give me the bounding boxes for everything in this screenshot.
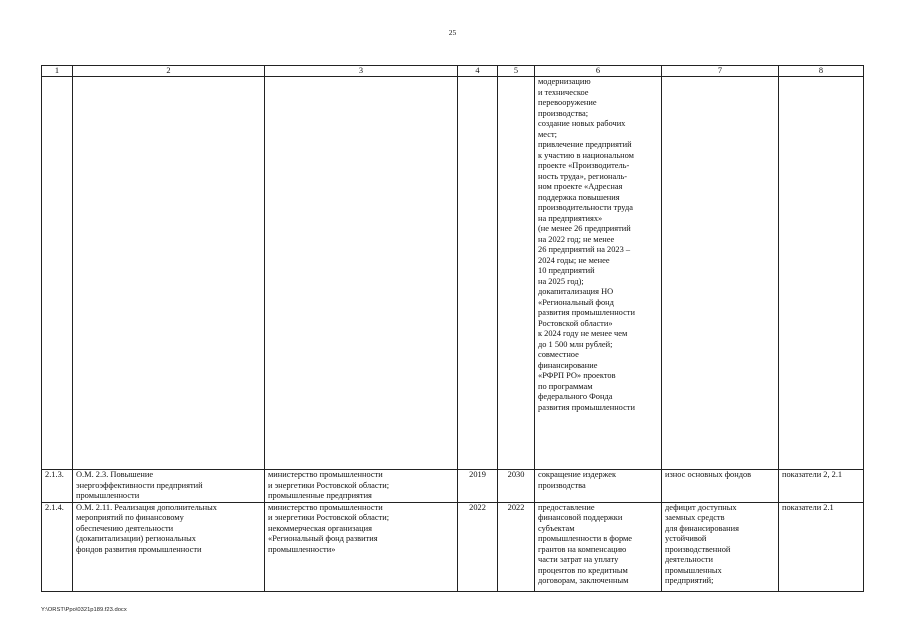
text-line: создание новых рабочих bbox=[538, 119, 626, 128]
measure-name bbox=[73, 502, 265, 591]
text-line: производительности труда bbox=[538, 203, 633, 212]
text-line: субъектам bbox=[538, 523, 575, 533]
text-line: (не менее 26 предприятий bbox=[538, 224, 631, 233]
text-line: устойчивой bbox=[665, 534, 707, 543]
risk bbox=[662, 470, 779, 503]
text-line: на 2022 год; не менее bbox=[538, 234, 615, 244]
executor bbox=[265, 502, 458, 591]
text-line: обеспечению деятельности bbox=[76, 523, 174, 533]
text-line: договорам, заключенным bbox=[538, 576, 629, 585]
header-cell: 4 bbox=[458, 66, 498, 77]
file-path-footer: Y:\ORST\Ppo\0321p189.f23.docx bbox=[41, 607, 127, 613]
text-line: производственной bbox=[665, 544, 731, 554]
text-line: развития промышленности bbox=[538, 308, 635, 317]
text-line: промышленности» bbox=[268, 544, 336, 554]
text-line: части затрат на уплату bbox=[538, 555, 619, 564]
text-line: «Региональный фонд bbox=[538, 297, 614, 307]
continuation-result-cell bbox=[535, 77, 662, 470]
text-line: к 2024 году не менее чем bbox=[538, 329, 628, 338]
text-line: О.М. 2.11. Реализация дополнительных bbox=[76, 502, 217, 512]
text-line: производства; bbox=[538, 108, 589, 118]
expected-result bbox=[535, 470, 662, 503]
text-line: процентов по кредитным bbox=[538, 565, 628, 575]
text-line: и энергетики Ростовской области; bbox=[268, 480, 390, 490]
expected-result bbox=[535, 502, 662, 591]
text-line: поддержка повышения bbox=[538, 192, 620, 202]
text-line: промышленности bbox=[76, 491, 140, 500]
text-line: износ основных фондов bbox=[665, 470, 752, 479]
text-line: некоммерческая организация bbox=[268, 523, 372, 533]
text-line: развития промышленности bbox=[538, 402, 635, 412]
text-line: ность труда», региональ- bbox=[538, 171, 628, 181]
text-line: для финансирования bbox=[665, 523, 739, 533]
header-cell: 7 bbox=[662, 66, 779, 77]
row-number: 2.1.4. bbox=[42, 502, 73, 591]
text-line: Ростовской области» bbox=[538, 318, 613, 328]
text-line: финансовой поддержки bbox=[538, 513, 623, 522]
text-line: и энергетики Ростовской области; bbox=[268, 513, 390, 522]
text-line: энергоэффективности предприятий bbox=[76, 480, 203, 490]
text-line: по программам bbox=[538, 381, 593, 391]
text-line: предоставление bbox=[538, 502, 595, 512]
header-cell: 5 bbox=[498, 66, 535, 77]
text-line: предприятий; bbox=[665, 576, 714, 585]
header-cell: 3 bbox=[265, 66, 458, 77]
text-line: на 2025 год); bbox=[538, 276, 584, 286]
text-line: проекте «Производитель- bbox=[538, 161, 630, 170]
text-line: промышленных bbox=[665, 565, 722, 575]
text-line: ном проекте «Адресная bbox=[538, 182, 623, 191]
continuation-row bbox=[42, 77, 864, 470]
text-line: 2024 годы; не менее bbox=[538, 255, 610, 265]
header-cell: 1 bbox=[42, 66, 73, 77]
measure-name bbox=[73, 470, 265, 503]
text-line: и техническое bbox=[538, 87, 589, 97]
table-row bbox=[42, 502, 864, 591]
text-line: «Региональный фонд развития bbox=[268, 534, 378, 543]
text-line: производства bbox=[538, 480, 586, 490]
text-line: федерального Фонда bbox=[538, 392, 613, 401]
text-line: сокращение издержек bbox=[538, 470, 617, 479]
indicator-link bbox=[779, 470, 864, 503]
text-line: к участию в национальном bbox=[538, 150, 634, 160]
text-line: министерство промышленности bbox=[268, 502, 383, 512]
text-line: министерство промышленности bbox=[268, 470, 383, 479]
text-line: мест; bbox=[538, 129, 557, 139]
end-year: 2022 bbox=[498, 502, 535, 591]
text-line: грантов на компенсацию bbox=[538, 544, 627, 554]
text-line: совместное bbox=[538, 350, 579, 359]
text-line: дефицит доступных bbox=[665, 502, 737, 512]
text-line: (докапитализации) региональных bbox=[76, 534, 196, 543]
risk bbox=[662, 502, 779, 591]
row-number: 2.1.3. bbox=[42, 470, 73, 503]
text-line: модернизацию bbox=[538, 77, 591, 86]
executor bbox=[265, 470, 458, 503]
text-line: привлечение предприятий bbox=[538, 140, 632, 149]
text-line: 26 предприятий на 2023 – bbox=[538, 245, 631, 254]
text-line: 10 предприятий bbox=[538, 266, 595, 275]
header-cell: 6 bbox=[535, 66, 662, 77]
page-number: 25 bbox=[448, 28, 457, 37]
text-line: мероприятий по финансовому bbox=[76, 513, 184, 522]
start-year: 2019 bbox=[458, 470, 498, 503]
text-line: деятельности bbox=[665, 555, 713, 564]
header-row bbox=[42, 66, 864, 77]
indicator-link bbox=[779, 502, 864, 591]
text-line: перевооружение bbox=[538, 98, 597, 107]
header-cell: 2 bbox=[73, 66, 265, 77]
text-line: О.М. 2.3. Повышение bbox=[76, 470, 154, 479]
text-line: фондов развития промышленности bbox=[76, 544, 202, 554]
text-line: промышленности в форме bbox=[538, 534, 633, 543]
end-year: 2030 bbox=[498, 470, 535, 503]
header-cell: 8 bbox=[779, 66, 864, 77]
text-line: на предприятиях» bbox=[538, 213, 603, 223]
text-line: до 1 500 млн рублей; bbox=[538, 339, 613, 349]
text-line: промышленные предприятия bbox=[268, 491, 372, 500]
text-line: показатели 2, 2.1 bbox=[782, 470, 843, 479]
measures-table bbox=[41, 65, 864, 592]
text-line: финансирование bbox=[538, 360, 598, 370]
text-line: «РФРП РО» проектов bbox=[538, 371, 616, 380]
text-line: заемных средств bbox=[665, 513, 725, 522]
table-row bbox=[42, 470, 864, 503]
start-year: 2022 bbox=[458, 502, 498, 591]
text-line: докапитализация НО bbox=[538, 287, 614, 296]
text-line: показатели 2.1 bbox=[782, 502, 834, 512]
